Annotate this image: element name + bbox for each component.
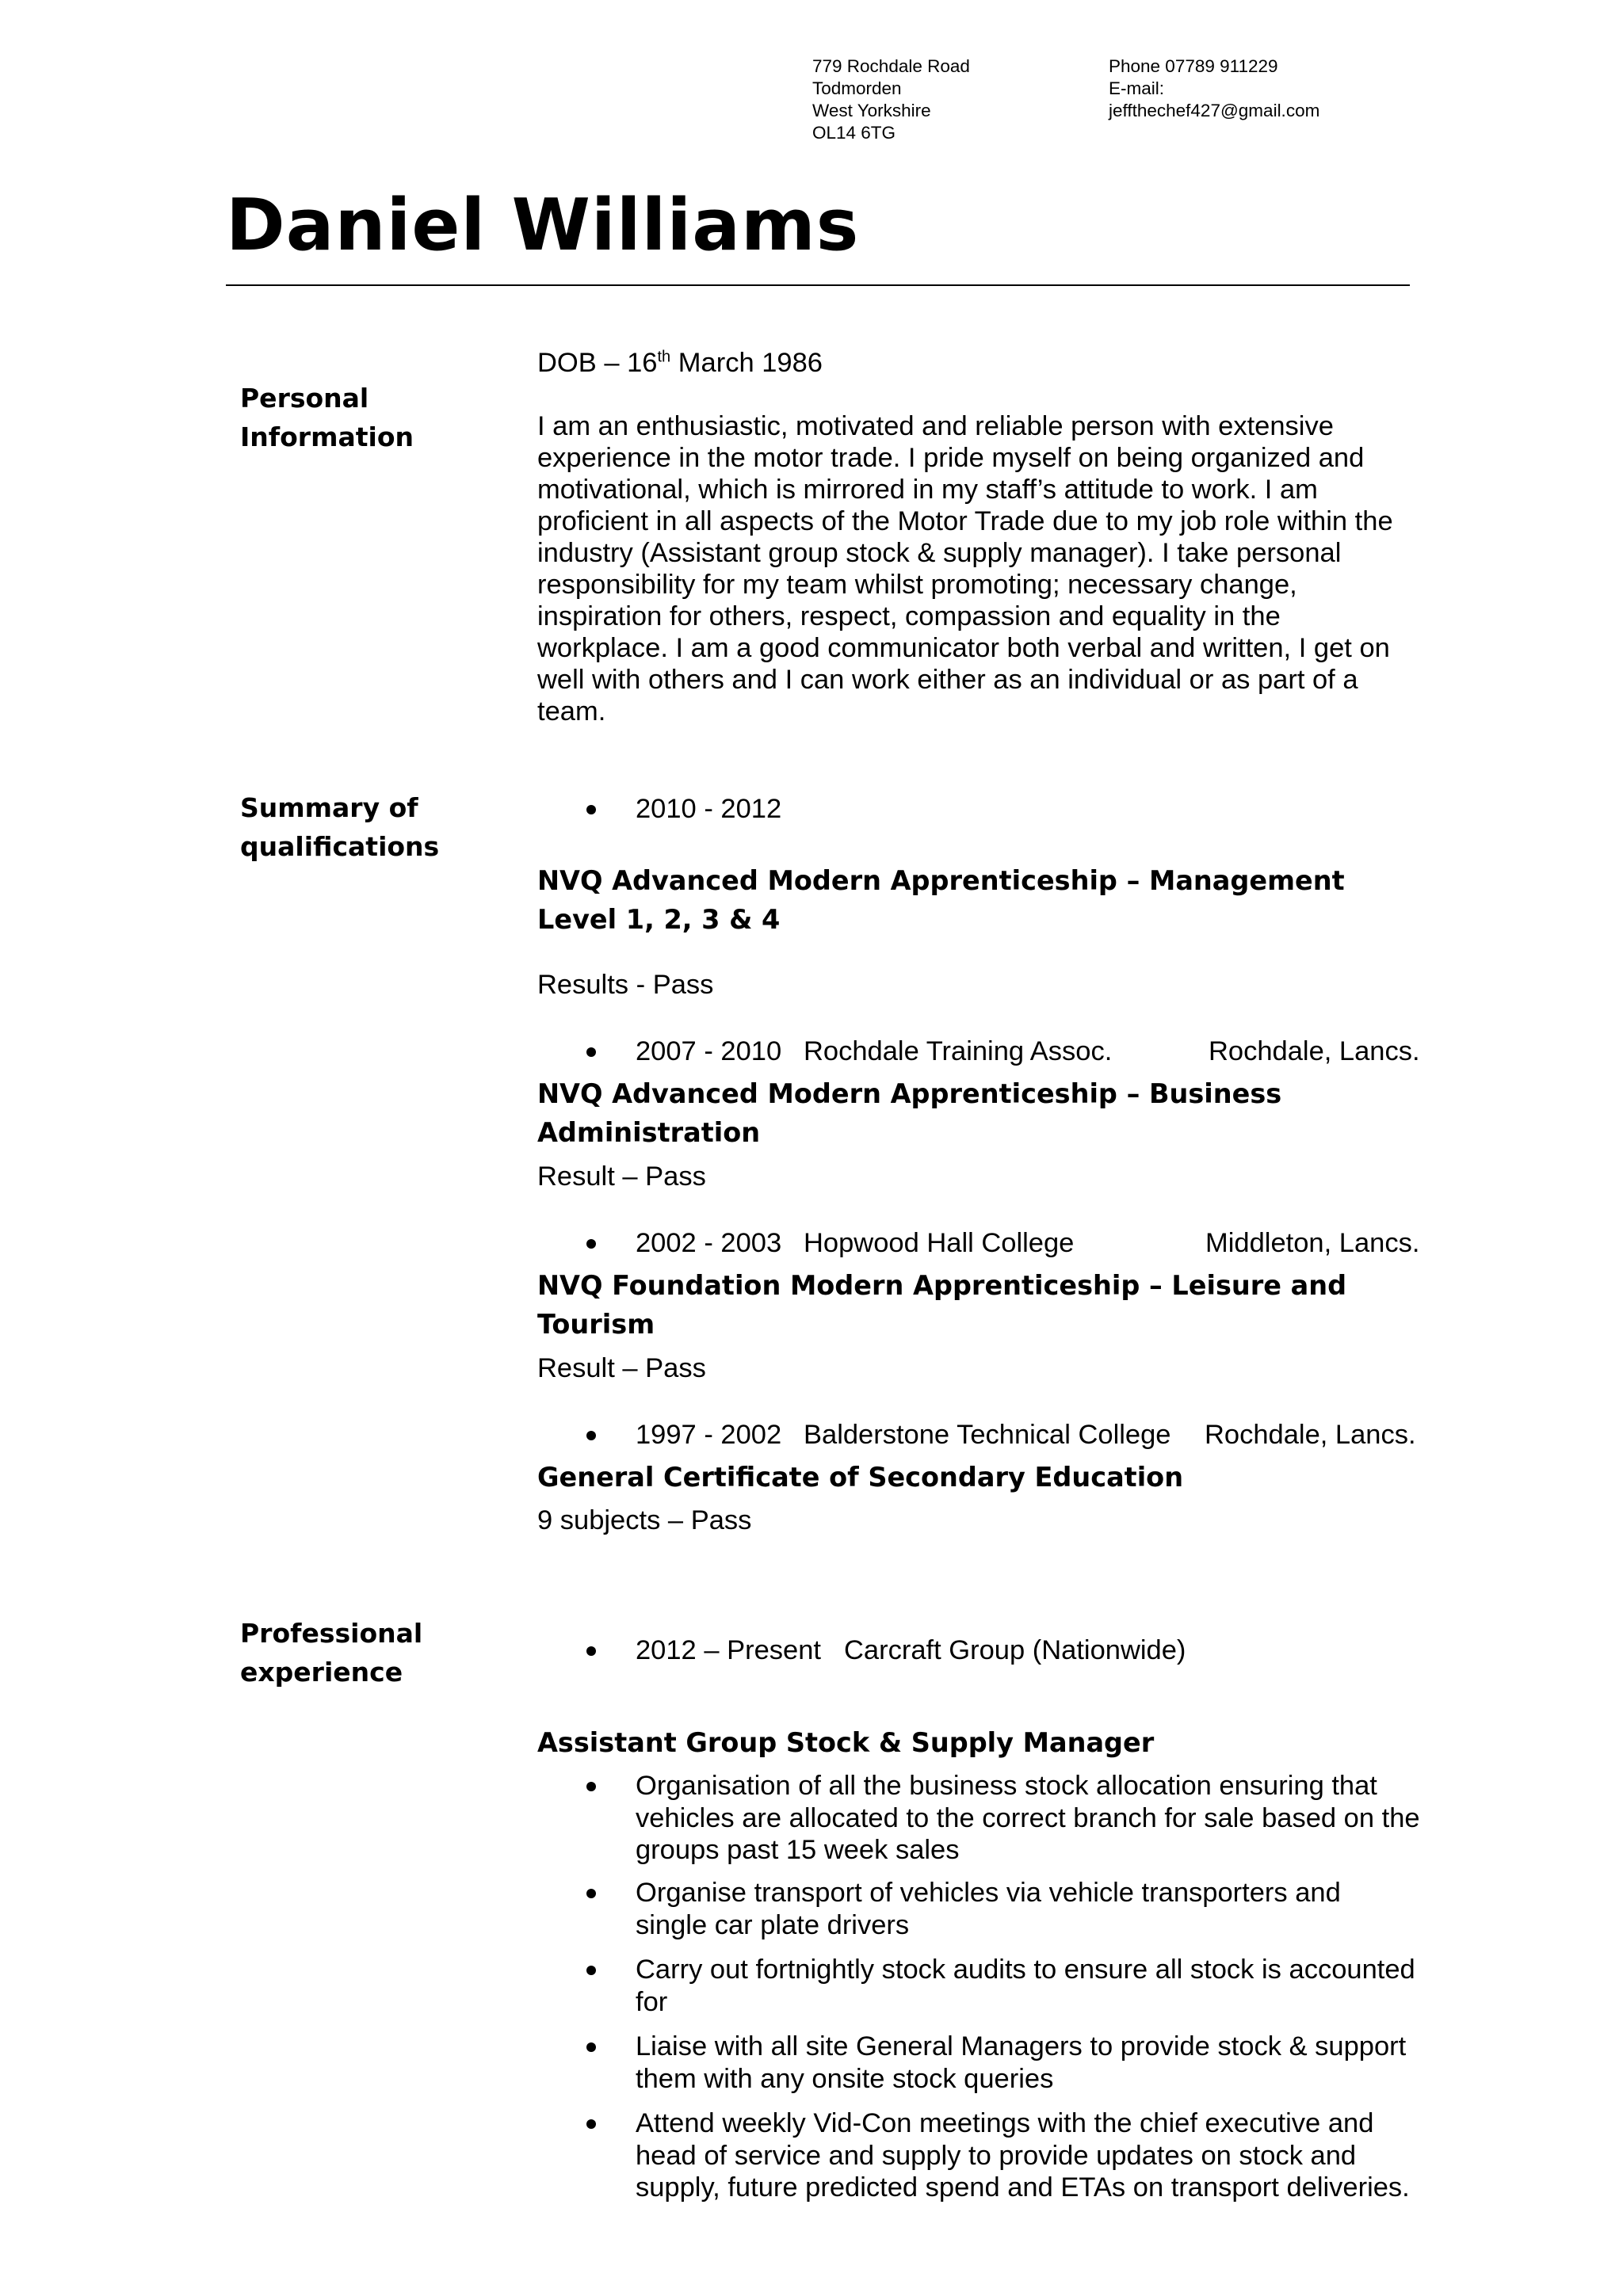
date-of-birth: DOB – 16th March 1986 [537,348,823,378]
duty-text: Liaise with all site General Managers to provide stock & support them with any onsite stock queries [636,2031,1407,2094]
header-divider [226,284,1410,286]
email: jeffthechef427@gmail.com [1109,101,1320,120]
qualification-result: Results - Pass [537,970,714,1000]
duty-text: Attend weekly Vid-Con meetings with the chief executive and head of service and supply to provide updates on stock and supply, future predicted spend and ETAs on transport deliveries. [636,2108,1410,2203]
section-label-qualifications: Summary of qualifications [240,792,440,862]
duty-text: Organise transport of vehicles via vehicle transporters and single car plate drivers [636,1878,1341,1940]
qualification-result: Result – Pass [537,1353,706,1383]
address-line: 779 Rochdale Road [812,56,970,76]
qualification-title: NVQ Advanced Modern Apprenticeship – Business Administration [537,1078,1282,1148]
duty-text: Carry out fortnightly stock audits to ensure all stock is accounted for [636,1955,1415,2017]
qualification-institution: Hopwood Hall College [804,1228,1075,1258]
address-block [812,55,970,144]
job-role: Assistant Group Stock & Supply Manager [537,1727,1155,1758]
qualification-location: Middleton, Lancs. [1205,1228,1420,1258]
email-label: E-mail: [1109,78,1165,98]
section-label-personal: Personal Information [240,383,414,452]
job-period: 2012 – Present [636,1635,822,1665]
qualification-title: NVQ Foundation Modern Apprenticeship – Leisure and Tourism [537,1270,1347,1340]
bullet-icon [586,1239,596,1249]
section-label-experience: Professional experience [240,1618,423,1688]
duty-text: Organisation of all the business stock allocation ensuring that vehicles are allocated to the correct branch for sale based on the groups past 15 week sales [636,1771,1420,1865]
contact-block [1109,55,1319,122]
qualification-years: 2002 - 2003 [636,1228,782,1258]
bullet-icon [586,1431,596,1440]
qualification-years: 1997 - 2002 [636,1420,782,1450]
bullet-icon [586,805,596,814]
qualification-institution: Rochdale Training Assoc. [804,1036,1113,1066]
qualification-institution: Balderstone Technical College [804,1420,1171,1450]
bullet-icon [586,2042,596,2052]
qualification-result: Result – Pass [537,1161,706,1192]
qualification-location: Rochdale, Lancs. [1205,1420,1416,1450]
qualification-title: NVQ Advanced Modern Apprenticeship – Management Level 1, 2, 3 & 4 [537,865,1345,935]
bullet-icon [586,1047,596,1057]
bullet-icon [586,1646,596,1656]
qualification-result: 9 subjects – Pass [537,1505,752,1535]
qualification-location: Rochdale, Lancs. [1209,1036,1420,1066]
qualification-years: 2010 - 2012 [636,794,782,824]
address-line: OL14 6TG [812,123,896,143]
qualification-years: 2007 - 2010 [636,1036,782,1066]
job-employer: Carcraft Group (Nationwide) [844,1635,1186,1665]
bullet-icon [586,2119,596,2129]
address-line: Todmorden [812,78,902,98]
bullet-icon [586,1966,596,1975]
bullet-icon [586,1889,596,1898]
person-name: Daniel Williams [226,184,860,267]
qualification-title: General Certificate of Secondary Education [537,1462,1184,1493]
personal-summary: I am an enthusiastic, motivated and reliable person with extensive experience in the motor trade. I pride myself on being organized and motivational, which is mirrored in my staff’s attitude to work. I am proficient in all aspects of the Motor Trade due to my job role within the industry (Assistant group stock & supply manager). I take personal responsibility for my team whilst promoting; necessary change, inspiration for others, respect, compassion and equality in the workplace. I am a good communicator both verbal and written, I get on well with others and I can work either as an individual or as part of a team. [537,411,1393,727]
address-line: West Yorkshire [812,101,931,120]
phone: Phone 07789 911229 [1109,56,1278,76]
bullet-icon [586,1782,596,1791]
